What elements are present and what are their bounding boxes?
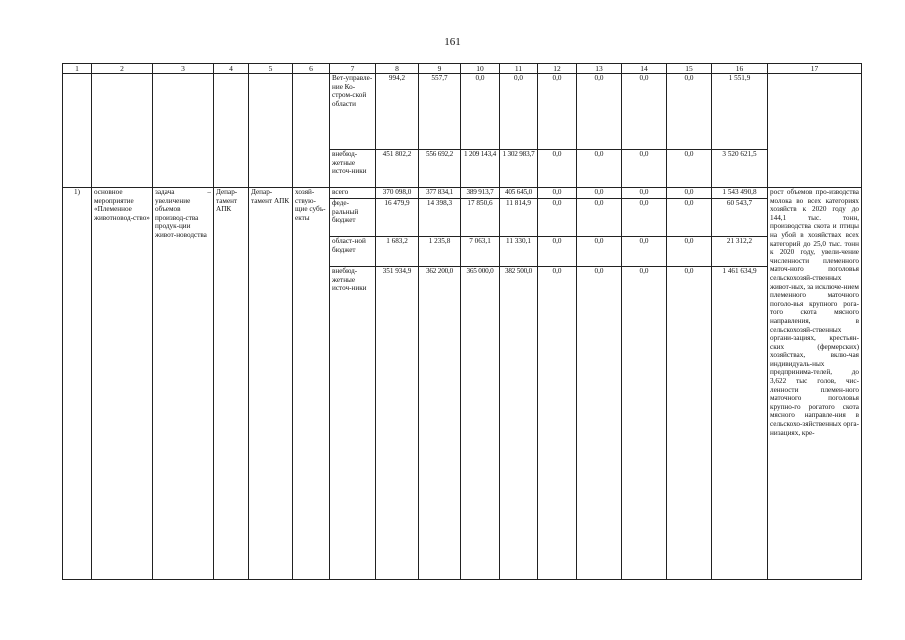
header-cell: 16 [712,64,768,74]
value-cell: 0,0 [667,188,712,199]
value-cell: 0,0 [622,237,667,267]
measure-coexecutor: Депар-тамент АПК [249,188,293,580]
header-cell: 3 [153,64,214,74]
value-cell: 451 802,2 [376,150,419,188]
header-cell: 1 [63,64,92,74]
value-cell: 0,0 [500,74,538,150]
value-cell: 351 934,9 [376,267,419,580]
value-cell: 994,2 [376,74,419,150]
value-cell: 0,0 [538,267,577,580]
header-cell: 11 [500,64,538,74]
header-cell: 6 [293,64,330,74]
value-cell: 7 063,1 [461,237,500,267]
value-cell: 0,0 [538,150,577,188]
measure-number: 1) [63,188,92,580]
value-cell: 11 814,9 [500,199,538,237]
value-cell: 16 479,9 [376,199,419,237]
value-cell: 0,0 [667,267,712,580]
value-cell: 0,0 [577,150,622,188]
source-cell: феде-ральный бюджет [330,199,376,237]
measure-name: основное мероприятие «Племенное животновод-ство» [92,188,153,580]
value-cell: 3 520 621,5 [712,150,768,188]
page-number: 161 [444,36,461,48]
header-cell: 17 [768,64,862,74]
value-cell: 365 000,0 [461,267,500,580]
value-cell: 17 850,6 [461,199,500,237]
value-cell: 0,0 [622,267,667,580]
value-cell: 0,0 [538,74,577,150]
header-row [63,64,862,74]
source-cell: внебюд-жетные источ-ники [330,150,376,188]
value-cell: 0,0 [577,74,622,150]
value-cell: 0,0 [461,74,500,150]
table-row [63,188,862,199]
value-cell: 11 330,1 [500,237,538,267]
measure-task: задача – увеличение объемов производ-ства продук-ции живот-новодства [153,188,214,580]
value-cell: 382 500,0 [500,267,538,580]
source-cell: всего [330,188,376,199]
value-cell: 14 398,3 [419,199,461,237]
value-cell: 0,0 [538,199,577,237]
value-cell: 1 302 983,7 [500,150,538,188]
value-cell: 370 098,0 [376,188,419,199]
value-cell: 377 834,1 [419,188,461,199]
value-cell: 0,0 [622,199,667,237]
value-cell: 0,0 [577,237,622,267]
value-cell: 1 235,8 [419,237,461,267]
table-row [63,150,862,188]
source-cell: Вет-управле-ние Ко-стром-ской области [330,74,376,150]
value-cell: 0,0 [622,74,667,150]
value-cell: 1 209 143,4 [461,150,500,188]
header-cell: 8 [376,64,419,74]
value-cell: 0,0 [538,188,577,199]
table-row [63,74,862,150]
header-cell: 13 [577,64,622,74]
value-cell: 1 543 490,8 [712,188,768,199]
value-cell: 0,0 [577,188,622,199]
header-cell: 9 [419,64,461,74]
program-table [62,63,862,580]
value-cell: 1 551,9 [712,74,768,150]
value-cell: 362 200,0 [419,267,461,580]
measure-result: рост объемов про-изводства молока во всех категориях хозяйств к 2020 году до 144,1 тыс. тонн, производства скота и птицы на убой в хозяйствах всех категорий до 25,0 тыс. тонн к 2020 году, увели-чение численности племенного маточ-ного поголовья сельскохозяй-ственных живот-ных, за исключе-нием племенного маточного поголо-вья крупного рога-того скота мясного направления, в сельскохозяй-ственных органи-зациях, крестьян-ских (фермерских) хозяйствах, вклю-чая индивидуаль-ных предпринима-телей, до 3,622 тыс голов, чис-ленности племен-ного маточного поголовья крупно-го рогатого скота мясного направле-ния в сельскохо-зяйственных орга-низациях, кре- [768,188,862,580]
header-cell: 15 [667,64,712,74]
value-cell: 389 913,7 [461,188,500,199]
header-cell: 2 [92,64,153,74]
header-cell: 4 [214,64,249,74]
source-cell: област-ной бюджет [330,237,376,267]
value-cell: 0,0 [667,237,712,267]
measure-participants: хозяй-ствую-щие субъ-екты [293,188,330,580]
value-cell: 0,0 [622,150,667,188]
value-cell: 556 692,2 [419,150,461,188]
value-cell: 0,0 [622,188,667,199]
measure-executor: Депар-тамент АПК [214,188,249,580]
value-cell: 0,0 [577,267,622,580]
header-cell: 12 [538,64,577,74]
value-cell: 0,0 [538,237,577,267]
value-cell: 557,7 [419,74,461,150]
value-cell: 0,0 [667,150,712,188]
source-cell: внебюд-жетные источ-ники [330,267,376,580]
value-cell: 1 461 634,9 [712,267,768,580]
value-cell: 0,0 [667,74,712,150]
value-cell: 21 312,2 [712,237,768,267]
header-cell: 5 [249,64,293,74]
value-cell: 405 645,0 [500,188,538,199]
header-cell: 14 [622,64,667,74]
value-cell: 60 543,7 [712,199,768,237]
value-cell: 1 683,2 [376,237,419,267]
header-cell: 10 [461,64,500,74]
header-cell: 7 [330,64,376,74]
value-cell: 0,0 [577,199,622,237]
value-cell: 0,0 [667,199,712,237]
